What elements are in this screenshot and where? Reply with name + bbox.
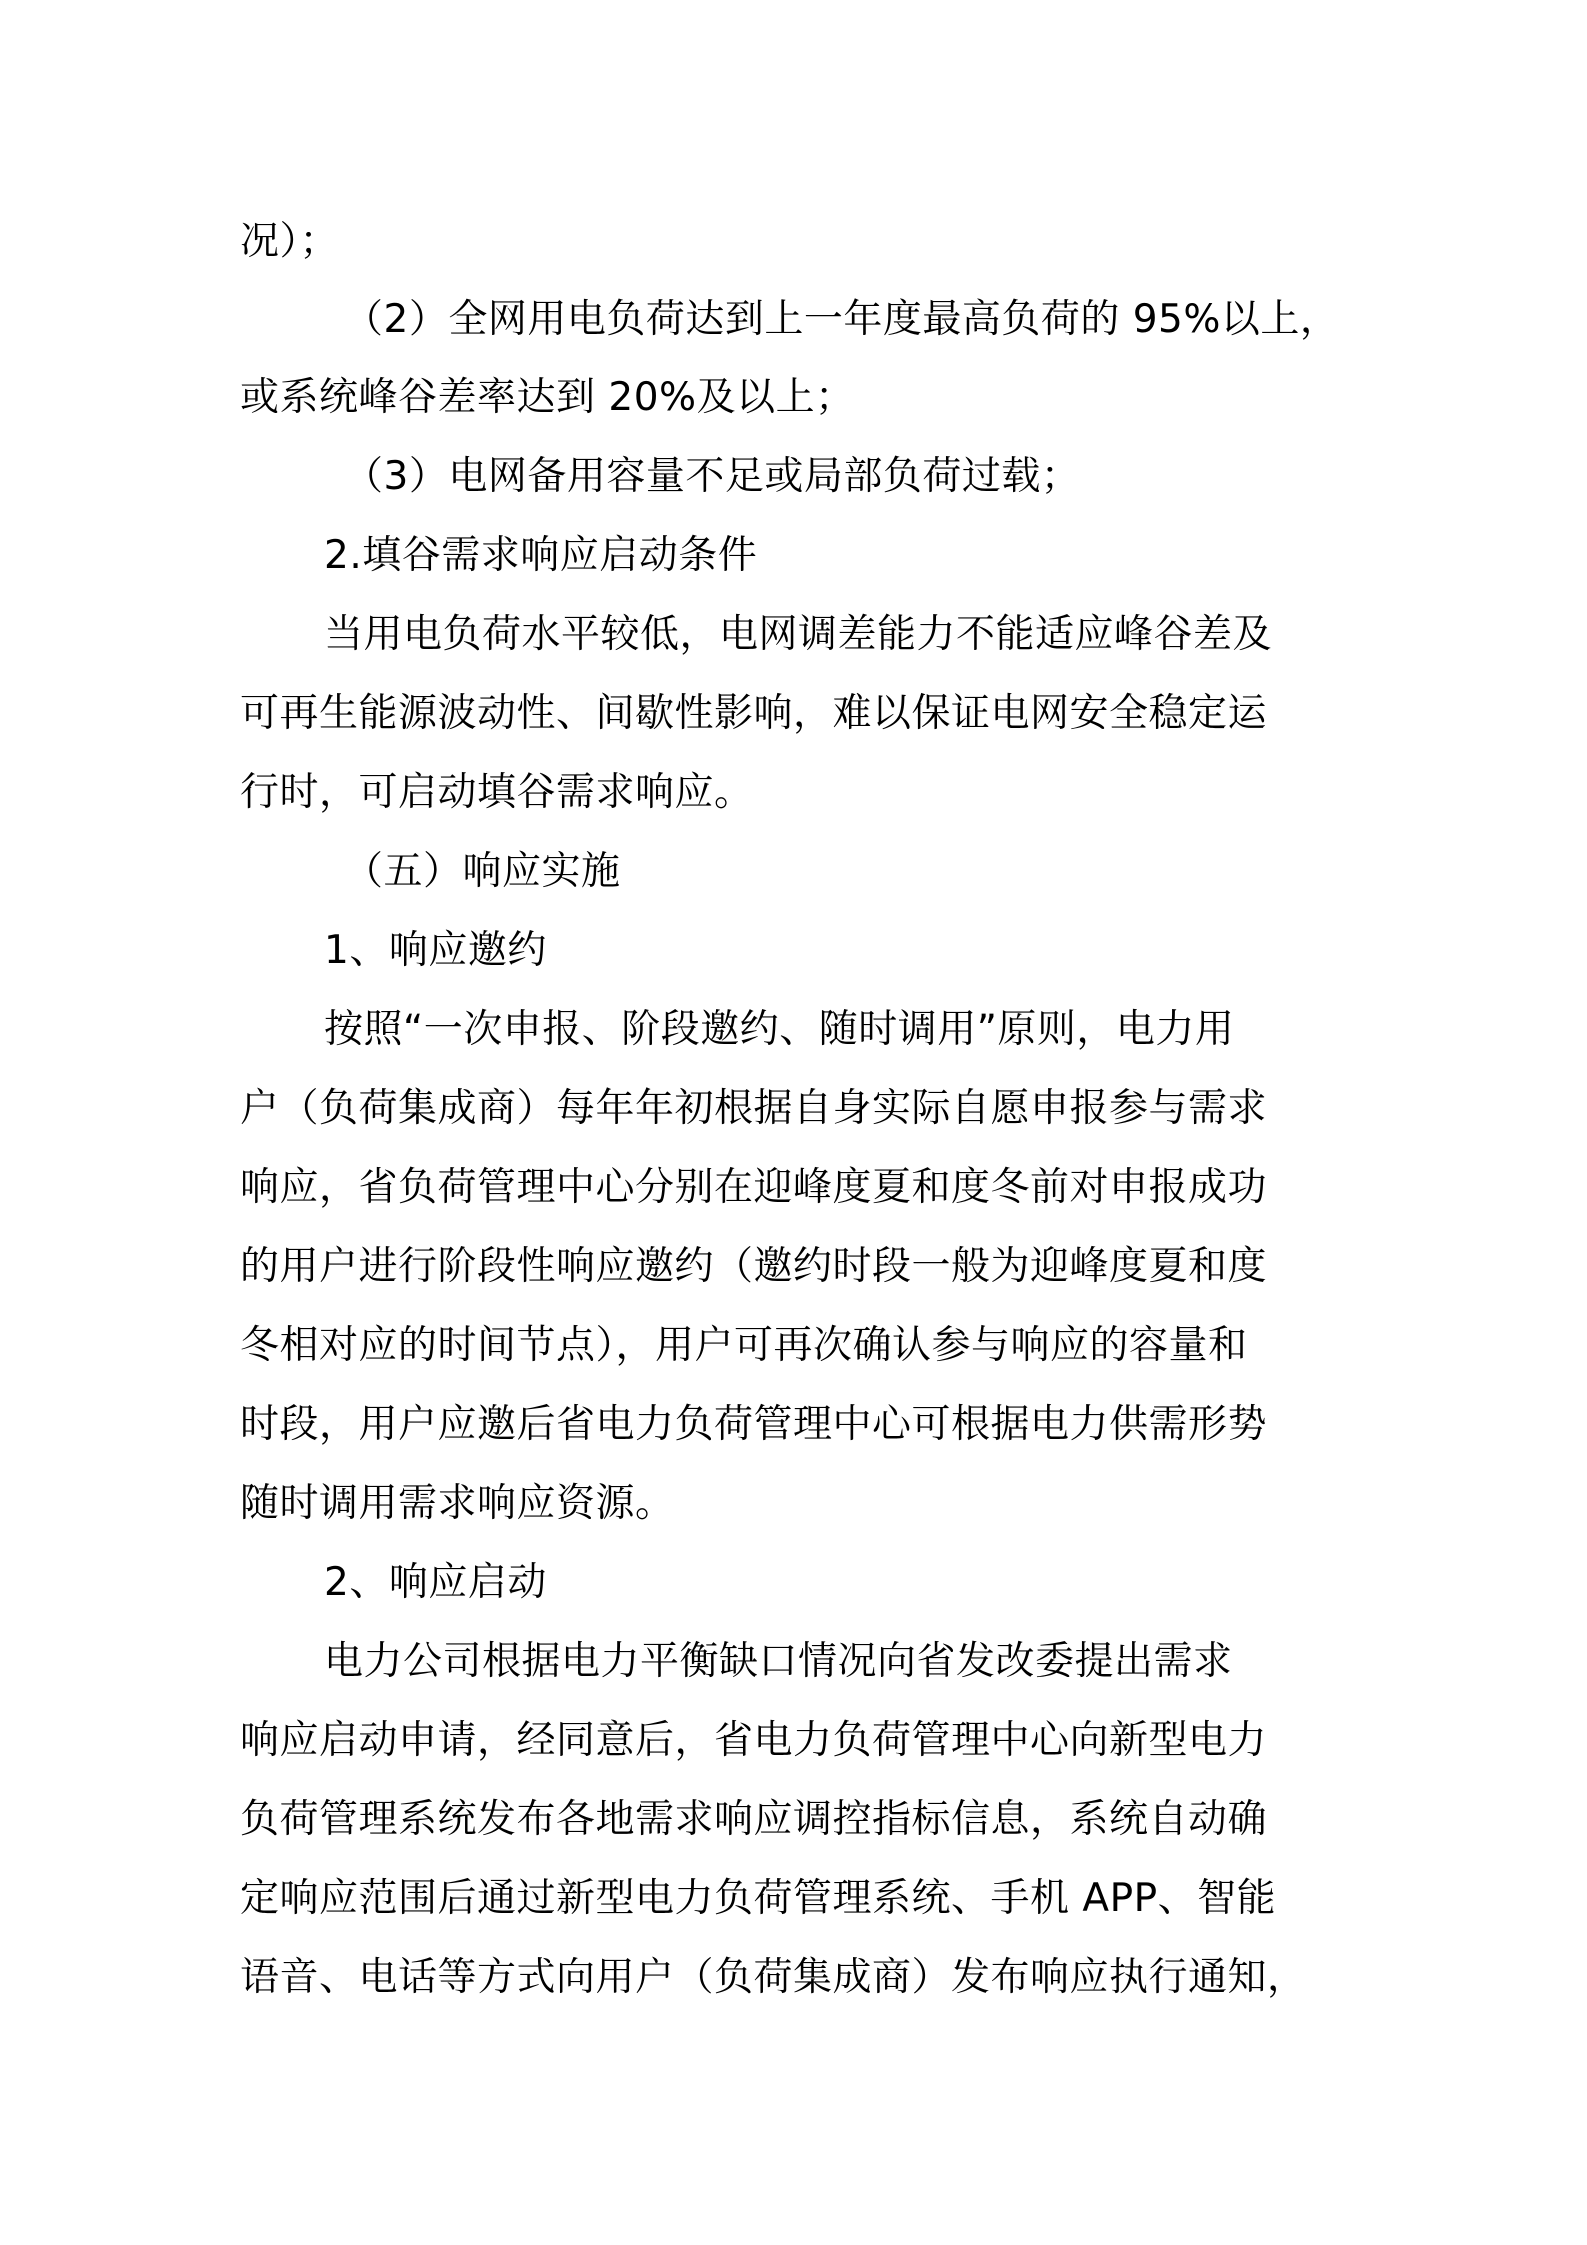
text-line-16: 时段，用户应邀后省电力负荷管理中心可根据电力供需形势 <box>240 1402 1268 1447</box>
text-line-19: 电力公司根据电力平衡缺口情况向省发改委提出需求 <box>324 1639 1233 1684</box>
text-line-23: 语音、电话等方式向用户（负荷集成商）发布响应执行通知， <box>240 1955 1307 2000</box>
text-line-2: （2）全网用电负荷达到上一年度最高负荷的 95%以上， <box>344 297 1340 342</box>
text-line-11: 按照“一次申报、阶段邀约、随时调用”原则，电力用 <box>324 1007 1235 1052</box>
text-line-22: 定响应范围后通过新型电力负荷管理系统、手机 APP、智能 <box>240 1876 1277 1921</box>
section-heading-2: 2.填谷需求响应启动条件 <box>324 533 758 578</box>
text-line-20: 响应启动申请，经同意后，省电力负荷管理中心向新型电力 <box>240 1718 1268 1763</box>
subheading-response-invitation: 1、响应邀约 <box>324 928 547 973</box>
text-line-15: 冬相对应的时间节点），用户可再次确认参与响应的容量和 <box>240 1323 1248 1368</box>
text-line-7: 可再生能源波动性、间歇性影响，难以保证电网安全稳定运 <box>240 691 1268 736</box>
text-line-4: （3）电网备用容量不足或局部负荷过载； <box>344 454 1081 499</box>
text-line-8: 行时，可启动填谷需求响应。 <box>240 770 754 815</box>
text-line-3: 或系统峰谷差率达到 20%及以上； <box>240 375 855 420</box>
text-line-21: 负荷管理系统发布各地需求响应调控指标信息，系统自动确 <box>240 1797 1268 1842</box>
text-line-14: 的用户进行阶段性响应邀约（邀约时段一般为迎峰度夏和度 <box>240 1244 1268 1289</box>
section-heading-5: （五）响应实施 <box>344 849 621 894</box>
subheading-response-start: 2、响应启动 <box>324 1560 547 1605</box>
text-line-17: 随时调用需求响应资源。 <box>240 1481 675 1526</box>
text-line-1: 况）； <box>240 219 340 264</box>
text-line-12: 户（负荷集成商）每年年初根据自身实际自愿申报参与需求 <box>240 1086 1268 1131</box>
text-line-13: 响应，省负荷管理中心分别在迎峰度夏和度冬前对申报成功 <box>240 1165 1268 1210</box>
text-line-6: 当用电负荷水平较低，电网调差能力不能适应峰谷差及 <box>324 612 1273 657</box>
